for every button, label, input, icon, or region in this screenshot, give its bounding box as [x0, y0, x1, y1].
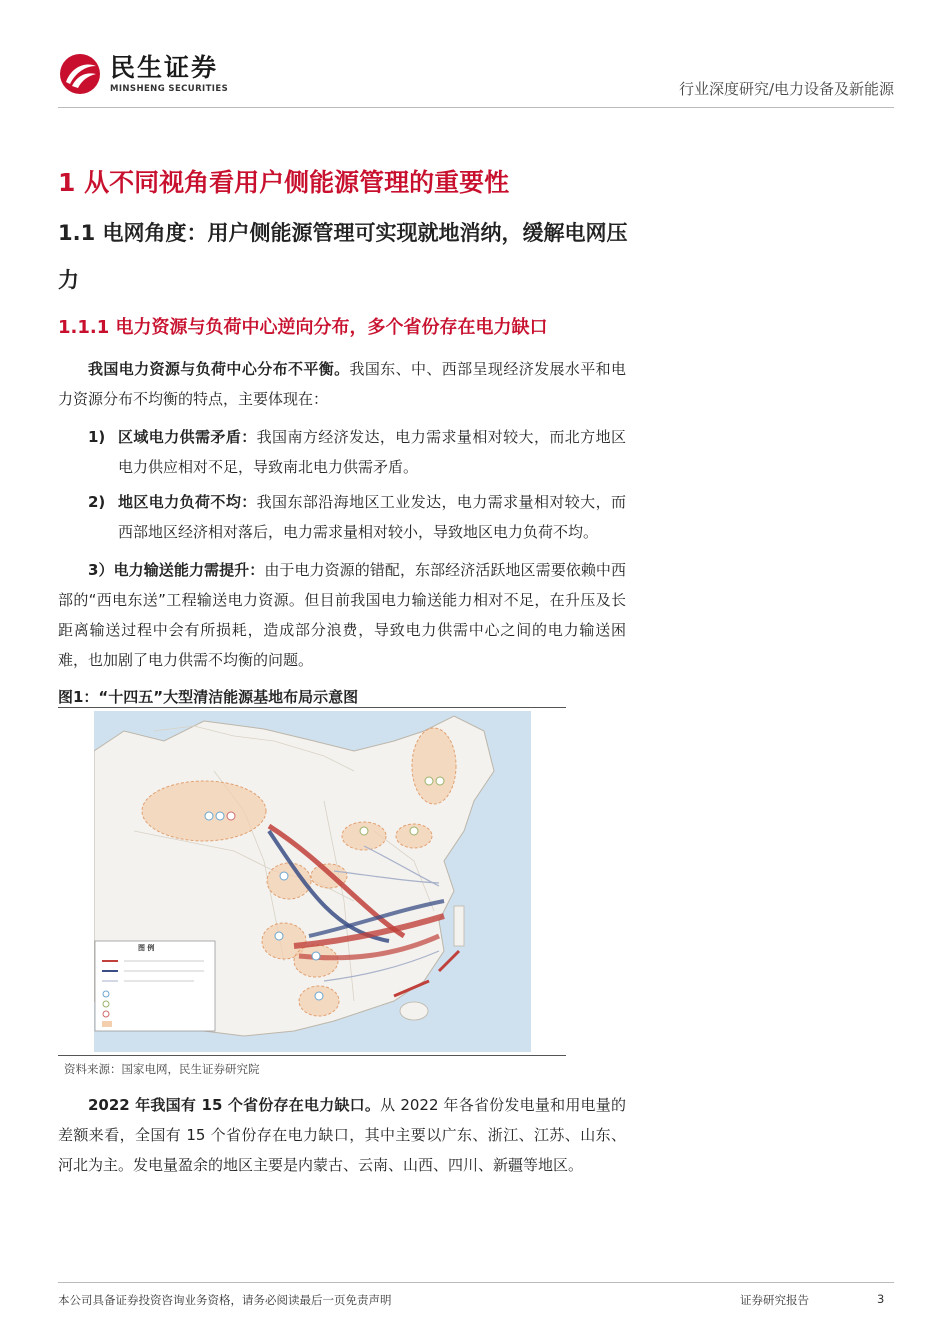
paragraph-transmission [58, 555, 626, 675]
base-region-jinsha-lower [299, 986, 339, 1016]
list-item-text: 我国南方经济发达，电力需求量相对较大，而北方地区电力供应相对不足，导致南北电力供需矛盾。 [118, 428, 626, 476]
paragraph-intro-text: 我国东、中、西部呈现经济发展水平和电力资源分布不均衡的特点，主要体现在： [58, 360, 626, 408]
list-item-text: 我国东部沿海地区工业发达，电力需求量相对较大，而西部地区经济相对落后，电力需求量相对较小，导致地区电力负荷不均。 [118, 493, 626, 541]
section-heading-1-1: 1.1 电网角度：用户侧能源管理可实现就地消纳，缓解电网压力 [58, 221, 628, 292]
plant-marker [436, 777, 444, 785]
plant-marker [315, 992, 323, 1000]
plant-marker [280, 872, 288, 880]
footer-report-type: 证券研究报告 [740, 1293, 809, 1307]
base-region-songliao [412, 728, 456, 804]
list-item-number: 2) [88, 493, 106, 511]
logo-en-text: MINSHENG SECURITIES [110, 84, 229, 94]
page-number: 3 [877, 1292, 885, 1306]
figure-top-rule [58, 707, 566, 708]
plant-marker [205, 812, 213, 820]
paragraph-power-gap-bold: 2022 年我国有 15 个省份存在电力缺口。 [88, 1096, 381, 1114]
list-item [88, 422, 626, 482]
legend-swatch [103, 1001, 109, 1007]
paragraph-power-gap-text: 从 2022 年各省份发电量和用电量的差额来看，全国有 15 个省份存在电力缺口，其中主要以广东、浙江、江苏、山东、河北为主。发电量盈余的地区主要是内蒙古、云南、山西、四川、新疆等地区。 [58, 1096, 626, 1174]
base-region-xinjiang [142, 781, 266, 841]
plant-marker [312, 952, 320, 960]
report-category: 行业深度研究/电力设备及新能源 [678, 80, 894, 98]
minsheng-logo [58, 52, 228, 96]
legend-swatch [103, 1011, 109, 1017]
plant-marker [425, 777, 433, 785]
legend-swatch [103, 991, 109, 997]
clean-energy-base-map [94, 711, 531, 1052]
section-heading-1-1-1: 1.1.1 电力资源与负荷中心逆向分布，多个省份存在电力缺口 [58, 317, 548, 338]
figure-title: 图1：“十四五”大型清洁能源基地布局示意图 [58, 688, 359, 706]
figure-bottom-rule [58, 1055, 566, 1056]
header-divider [58, 107, 894, 108]
list-item-bold: 地区电力负荷不均： [118, 493, 257, 511]
minsheng-logo-icon [58, 52, 102, 96]
taiwan-island [454, 906, 464, 946]
plant-marker [410, 827, 418, 835]
base-region-yalong [294, 945, 338, 977]
plant-marker [275, 932, 283, 940]
paragraph-intro-bold: 我国电力资源与负荷中心分布不平衡。 [88, 360, 350, 378]
base-region-mengxi [342, 822, 386, 850]
footer-disclaimer: 本公司具备证券投资咨询业务资格，请务必阅读最后一页免责声明 [58, 1293, 392, 1307]
list-item-bold: 区域电力供需矛盾： [118, 428, 257, 446]
paragraph-transmission-bold: 3）电力输送能力需提升： [88, 561, 265, 579]
map-legend-title: 图 例 [138, 944, 155, 952]
figure-source: 资料来源：国家电网，民生证券研究院 [64, 1062, 260, 1076]
paragraph-transmission-text: 由于电力资源的错配，东部经济活跃地区需要依赖中西部的“西电东送”工程输送电力资源。但目前我国电力输送能力相对不足，在升压及长距离输送过程中会有所损耗，造成部分浪费，导致电力供需中心之间的电力输送困难，也加剧了电力供需不均衡的问题。 [58, 561, 626, 669]
plant-marker [227, 812, 235, 820]
legend-swatch [102, 1021, 112, 1027]
plant-marker [360, 827, 368, 835]
footer-divider [58, 1282, 894, 1283]
plant-marker [216, 812, 224, 820]
list-item-number: 1) [88, 428, 106, 446]
hainan-island [400, 1002, 428, 1020]
map-legend-box [95, 941, 215, 1031]
paragraph-intro [58, 354, 626, 414]
section-heading-1: 1 从不同视角看用户侧能源管理的重要性 [58, 168, 510, 197]
list-item [88, 487, 626, 547]
logo-cn-text: 民生证券 [110, 53, 219, 82]
paragraph-power-gap [58, 1090, 626, 1180]
page-header [58, 44, 894, 108]
